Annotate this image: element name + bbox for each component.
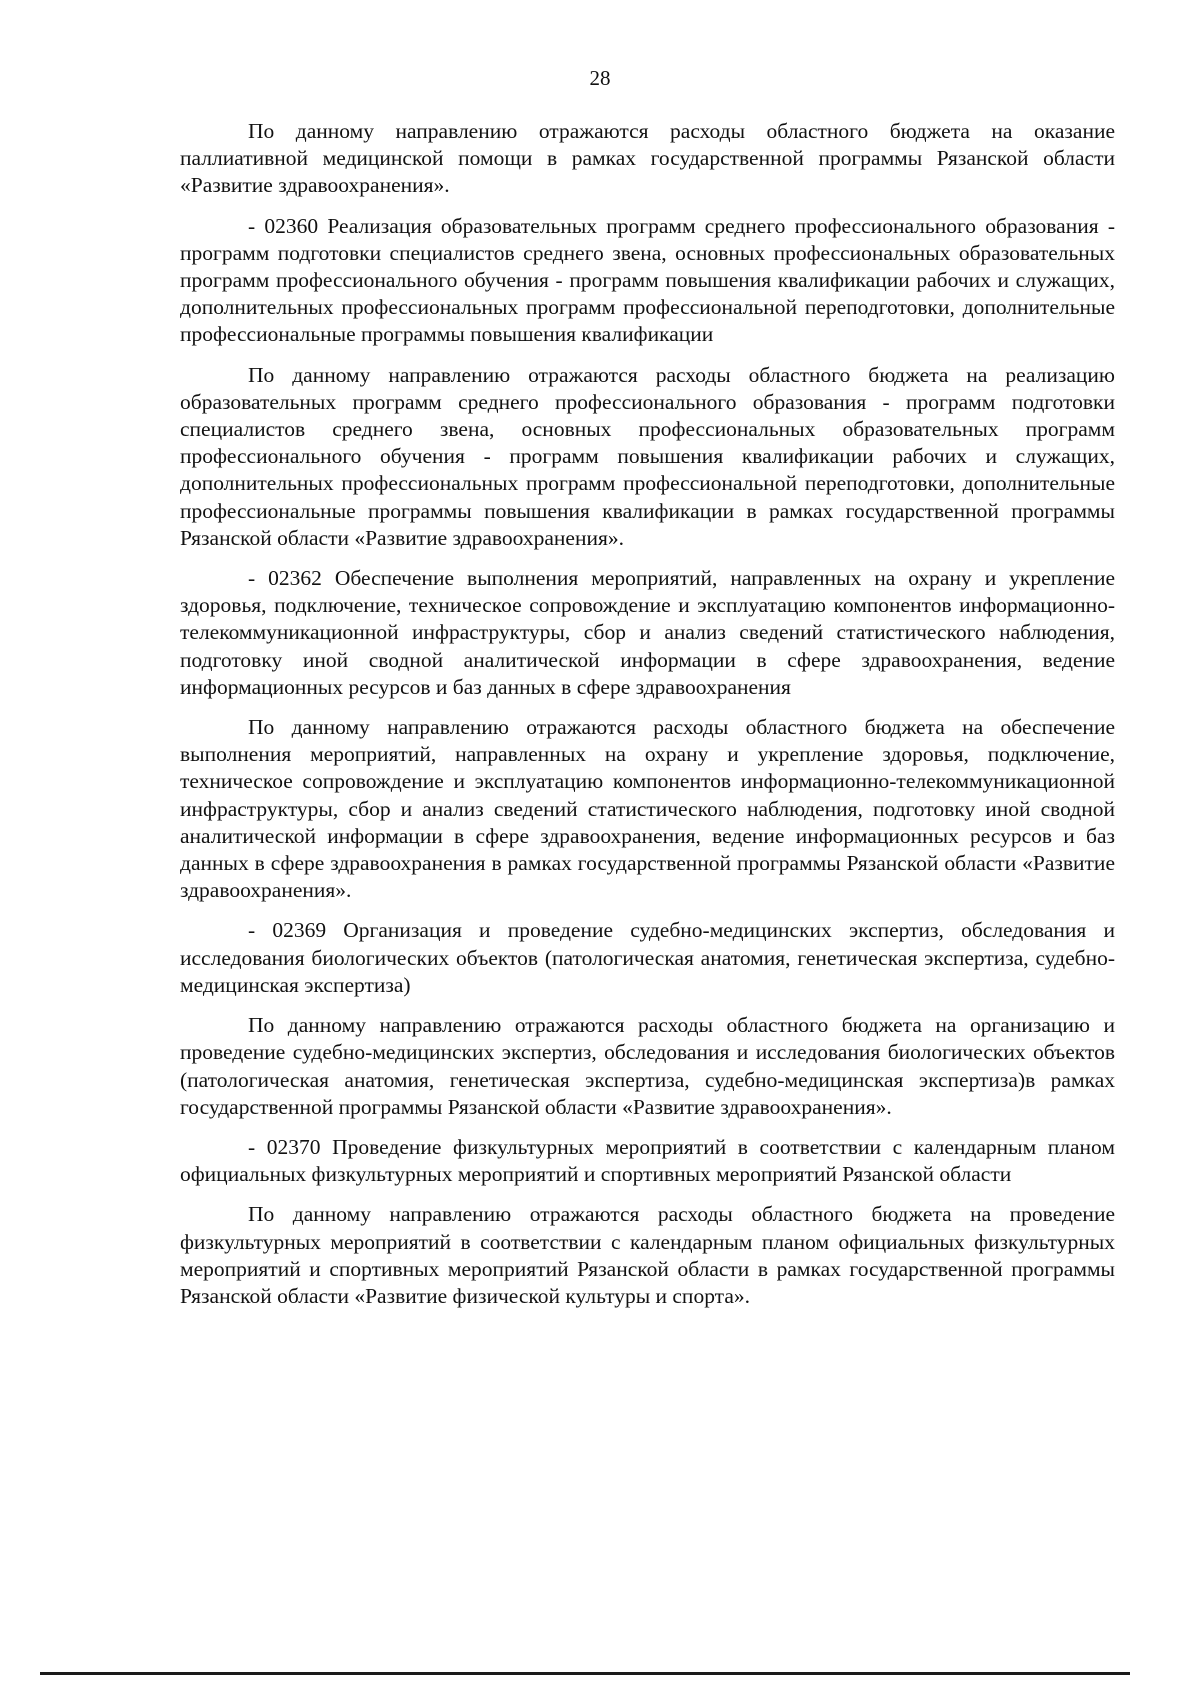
paragraph-02370-description: По данному направлению отражаются расходы областного бюджета на проведение физкультурных мероприятий в соответствии с календарным планом официальных физкультурных мероприятий и спортивных мероприятий Рязанской области в рамках государственной программы Рязанской области «Развитие физической культуры и спорта». bbox=[180, 1202, 1115, 1308]
document-body bbox=[180, 118, 1115, 1323]
item-02369-heading: - 02369 Организация и проведение судебно-медицинских экспертиз, обследования и исследования биологических объектов (патологическая анатомия, генетическая экспертиза, судебно-медицинская экспертиза) bbox=[180, 918, 1115, 997]
item-02362-heading: - 02362 Обеспечение выполнения мероприятий, направленных на охрану и укрепление здоровья, подключение, техническое сопровождение и эксплуатацию компонентов информационно-телекоммуникационной инфраструктуры, сбор и анализ сведений статистического наблюдения, подготовку иной сводной аналитической информации в сфере здравоохранения, ведение информационных ресурсов и баз данных в сфере здравоохранения bbox=[180, 566, 1115, 699]
paragraph-palliative-care-expenses: По данному направлению отражаются расходы областного бюджета на оказание паллиативной медицинской помощи в рамках государственной программы Рязанской области «Развитие здравоохранения». bbox=[180, 119, 1115, 198]
paragraph-02369-description: По данному направлению отражаются расходы областного бюджета на организацию и проведение судебно-медицинских экспертиз, обследования и исследования биологических объектов (патологическая анатомия, генетическая экспертиза, судебно-медицинская экспертиза)в рамках государственной программы Рязанской области «Развитие здравоохранения». bbox=[180, 1013, 1115, 1119]
item-02360-heading: - 02360 Реализация образовательных программ среднего профессионального образования - программ подготовки специалистов среднего звена, основных профессиональных образовательных программ профессионального обучения - программ повышения квалификации рабочих и служащих, дополнительных профессиональных программ профессиональной переподготовки, дополнительные профессиональные программы повышения квалификации bbox=[180, 213, 1115, 347]
page-number: 28 bbox=[589, 66, 611, 90]
paragraph-02362-description: По данному направлению отражаются расходы областного бюджета на обеспечение выполнения мероприятий, направленных на охрану и укрепление здоровья, подключение, техническое сопровождение и эксплуатацию компонентов информационно-телекоммуникационной инфраструктуры, сбор и анализ сведений статистического наблюдения, подготовку иной сводной аналитической информации в сфере здравоохранения, ведение информационных ресурсов и баз данных в сфере здравоохранения в рамках государственной программы Рязанской области «Развитие здравоохранения». bbox=[180, 715, 1115, 903]
item-02370-heading: - 02370 Проведение физкультурных мероприятий в соответствии с календарным планом официальных физкультурных мероприятий и спортивных мероприятий Рязанской области bbox=[180, 1134, 1115, 1187]
bottom-scan-edge-line bbox=[40, 1672, 1130, 1675]
paragraph-02360-description: По данному направлению отражаются расходы областного бюджета на реализацию образовательных программ среднего профессионального образования - программ подготовки специалистов среднего звена, основных профессиональных образовательных программ профессионального обучения - программ повышения квалификации рабочих и служащих, дополнительных профессиональных программ профессиональной переподготовки, дополнительные профессиональные программы повышения квалификации в рамках государственной программы Рязанской области «Развитие здравоохранения». bbox=[180, 362, 1115, 550]
